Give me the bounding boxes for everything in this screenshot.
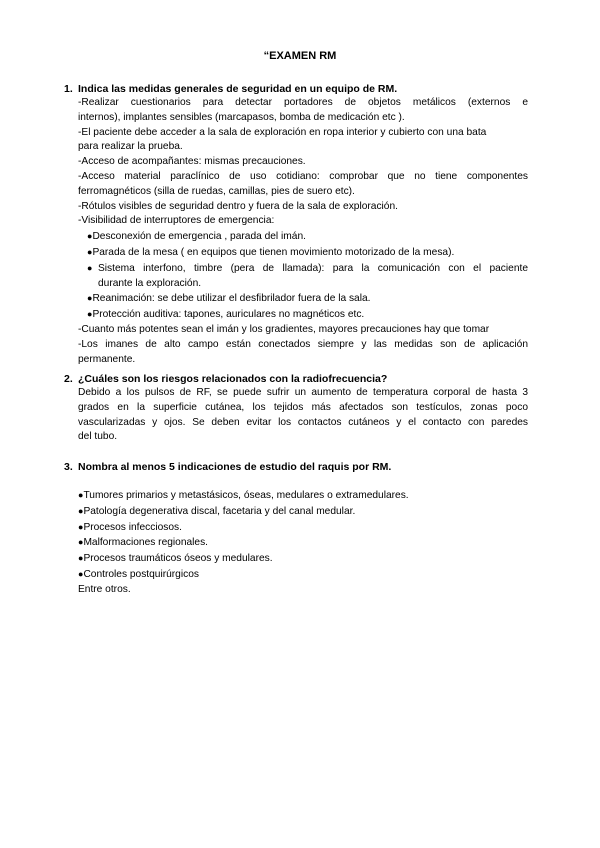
question-3-number: 3. — [64, 461, 73, 473]
question-2-number: 2. — [64, 373, 73, 385]
bullet-text: Procesos traumáticos óseos y medulares. — [83, 553, 273, 565]
bullet-text: Patología degenerativa discal, facetaria y del canal medular. — [83, 505, 356, 517]
question-1-title — [64, 82, 534, 96]
bullet-icon: ● — [78, 537, 84, 548]
answer-line: -Acceso de acompañantes: mismas precauciones. — [78, 156, 306, 168]
bullet-icon: ● — [78, 490, 84, 500]
bullet-icon: ● — [78, 505, 84, 516]
bullet-icon: ● — [87, 293, 93, 304]
question-2-answer — [78, 386, 528, 445]
bullet-icon: ● — [87, 231, 93, 242]
bullet-item — [78, 261, 528, 277]
question-3-text: Nombra al menos 5 indicaciones de estudio del raquis por RM. — [78, 461, 392, 473]
bullet-icon: ● — [87, 262, 98, 273]
answer-line: del tubo. — [78, 431, 118, 443]
bullet-icon: ● — [78, 568, 84, 579]
bullet-text: Sistema interfono, timbre (pera de llamada): para la comunicación con el paciente — [97, 262, 528, 274]
bullet-text: Procesos infecciosos. — [83, 521, 182, 533]
question-1-number: 1. — [64, 83, 73, 95]
bullet-text: Controles postquirúrgicos — [83, 568, 199, 580]
bullet-icon: ● — [78, 553, 84, 564]
bullet-item — [78, 504, 528, 520]
question-2-text: ¿Cuáles son los riesgos relacionados con la radiofrecuencia? — [78, 373, 388, 385]
answer-line: -El paciente debe acceder a la sala de exploración en ropa interior y cubierto con una bata — [78, 126, 487, 138]
answer-line: grados en la superficie cutánea, los tejidos más afectados son testículos, zonas poco — [78, 401, 528, 413]
question-2-title — [64, 372, 534, 386]
answer-line: -Rótulos visibles de seguridad dentro y fuera de la sala de exploración. — [78, 200, 398, 212]
bullet-item — [78, 245, 528, 261]
document-title: “EXAMEN RM — [263, 50, 337, 62]
bullet-icon: ● — [78, 521, 84, 532]
bullet-text: Malformaciones regionales. — [83, 537, 209, 549]
bullet-text: Protección auditiva: tapones, auriculares no magnéticos etc. — [92, 309, 365, 321]
bullet-item — [78, 535, 528, 551]
bullet-item — [78, 551, 528, 567]
answer-line: -Los imanes de alto campo están conectados siempre y las medidas son de aplicación — [78, 338, 528, 350]
answer-line: -Visibilidad de interruptores de emergencia: — [78, 215, 275, 227]
bullet-text: Reanimación: se debe utilizar el desfibrilador fuera de la sala. — [92, 293, 371, 305]
question-1-answer — [78, 96, 528, 367]
answer-line: -Realizar cuestionarios para detectar portadores de objetos metálicos (externos e — [78, 97, 528, 108]
answer-line: Debido a los pulsos de RF, se puede sufrir un aumento de temperatura corporal de hasta 3 — [78, 387, 528, 398]
bullet-item — [78, 567, 528, 583]
bullet-continuation: durante la exploración. — [98, 277, 202, 289]
bullet-icon: ● — [87, 246, 93, 257]
bullet-item — [78, 307, 528, 323]
answer-line: internos), implantes sensibles (marcapasos, bomba de medicación etc ). — [78, 111, 405, 123]
bullet-item — [78, 488, 528, 504]
question-3-title — [64, 460, 534, 474]
answer-line: para realizar la prueba. — [78, 141, 183, 153]
answer-line: -Acceso material paraclínico de uso cotidiano: comprobar que no tiene componentes — [78, 170, 528, 182]
answer-line: ferromagnéticos (silla de ruedas, camillas, pies de suero etc). — [78, 185, 355, 197]
answer-line: vascularizadas y ojos. Se deben evitar los contactos cutáneos y el contacto con paredes — [78, 416, 528, 428]
bullet-text: Parada de la mesa ( en equipos que tienen movimiento motorizado de la mesa). — [92, 246, 455, 258]
bullet-text: Desconexión de emergencia , parada del imán. — [92, 231, 306, 243]
question-3-answer — [78, 488, 528, 598]
bullet-text: Tumores primarios y metastásicos, óseas, medulares o extramedulares. — [83, 490, 409, 501]
bullet-item — [78, 520, 528, 536]
answer-line: permanente. — [78, 353, 136, 365]
answer-line: -Cuanto más potentes sean el imán y los gradientes, mayores precauciones hay que tomar — [78, 323, 490, 335]
bullet-icon: ● — [87, 309, 93, 320]
bullet-item — [78, 291, 528, 307]
bullet-item — [78, 229, 528, 245]
question-1-text: Indica las medidas generales de seguridad en un equipo de RM. — [78, 83, 398, 95]
answer-line: Entre otros. — [78, 583, 131, 595]
